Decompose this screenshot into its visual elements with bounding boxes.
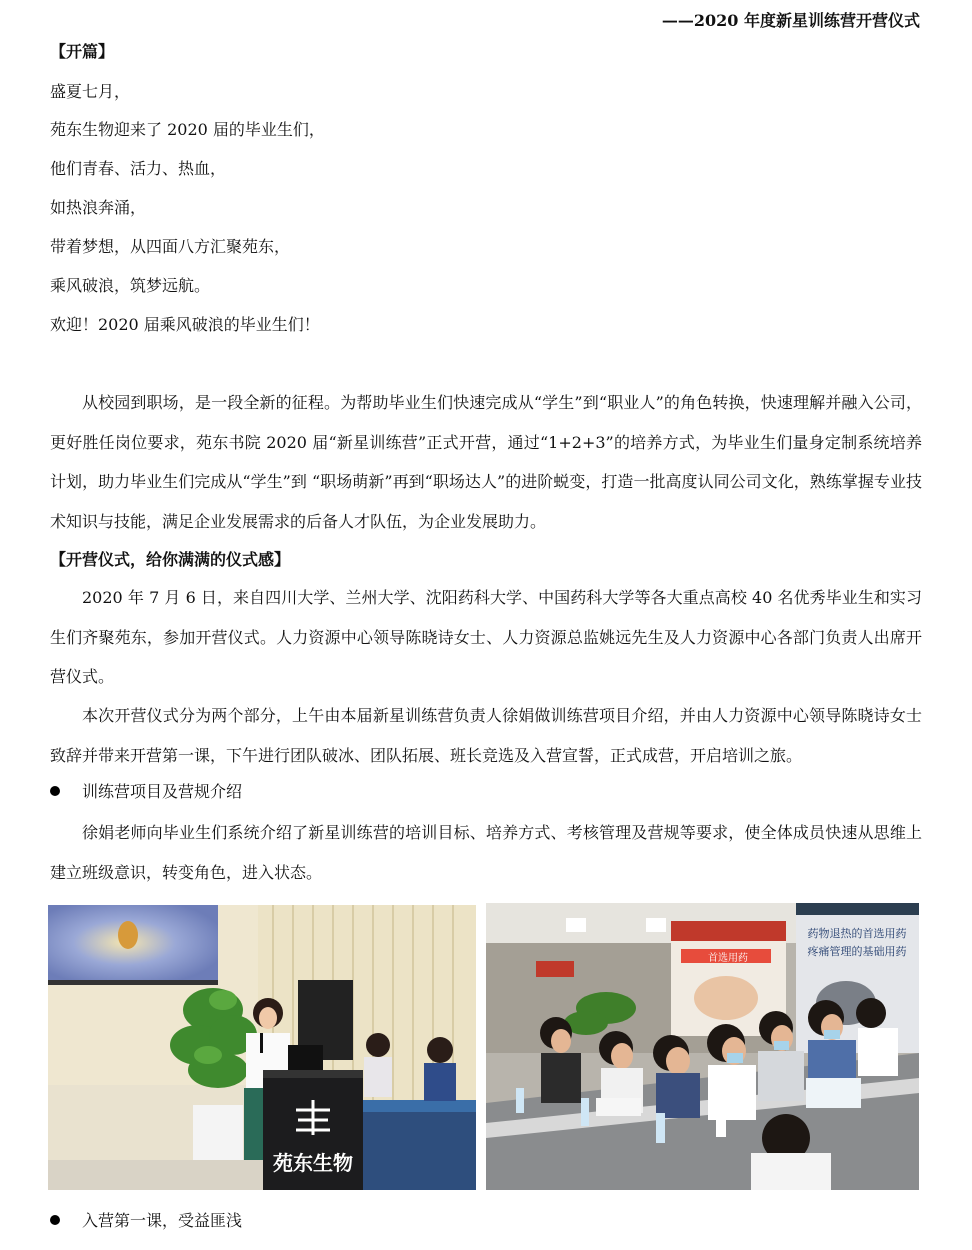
ceremony-paragraph-1: 2020 年 7 月 6 日，来自四川大学、兰州大学、沈阳药科大学、中国药科大学等各大重点高校 40 名优秀毕业生和实习生们齐聚苑东，参加开营仪式。人力资源中心领导陈晓诗女士、人力资源总监姚远先生及人力资源中心各部门负责人出席开营仪式。: [50, 588, 922, 686]
sign-text-1: 药物退热的首选用药: [807, 927, 907, 940]
ceremony-paragraph-2: 本次开营仪式分为两个部分，上午由本届新星训练营负责人徐娟做训练营项目介绍，并由人力资源中心领导陈晓诗女士致辞并带来开营第一课，下午进行团队破冰、团队拓展、班长竞选及入营宣誓，正式成营，开启培训之旅。: [50, 706, 922, 765]
bullet-dot-icon: [50, 1215, 60, 1225]
opening-line-2: 苑东生物迎来了 2020 届的毕业生们，: [50, 120, 325, 139]
opening-line-5: 带着梦想，从四面八方汇聚苑东，: [50, 237, 291, 256]
training-intro-paragraph: 徐娟老师向毕业生们系统介绍了新星训练营的培训目标、培养方式、考核管理及营规等要求，使全体成员快速从思维上建立班级意识，转变角色，进入状态。: [50, 823, 922, 882]
sign-text-2: 疼痛管理的基础用药: [807, 945, 907, 958]
header-title: ——2020 年度新星训练营开营仪式: [661, 11, 920, 30]
bullet-training-intro-label: 训练营项目及营规介绍: [82, 782, 243, 801]
ceremony-heading: 【开营仪式，给你满满的仪式感】: [50, 550, 291, 569]
opening-line-3: 他们青春、活力、热血，: [50, 159, 227, 178]
opening-line-1: 盛夏七月，: [50, 82, 131, 101]
opening-heading: 【开篇】: [50, 42, 115, 61]
bullet-dot-icon: [50, 786, 60, 796]
bullet-training-intro: [50, 780, 242, 804]
poster-text: 首选用药: [708, 953, 748, 964]
opening-line-6: 乘风破浪，筑梦远航。: [50, 276, 211, 295]
bullet-first-lesson: [50, 1209, 242, 1233]
photo-trainees-seated: [486, 903, 919, 1190]
podium-logo-text: 苑东生物: [273, 1151, 353, 1175]
photo-speaker-podium: [48, 905, 476, 1190]
bullet-first-lesson-label: 入营第一课，受益匪浅: [82, 1211, 243, 1230]
opening-line-7: 欢迎！2020 届乘风破浪的毕业生们！: [50, 315, 320, 334]
opening-line-4: 如热浪奔涌，: [50, 198, 147, 217]
intro-paragraph: 从校园到职场，是一段全新的征程。为帮助毕业生们快速完成从“学生”到“职业人”的角色转换，快速理解并融入公司，更好胜任岗位要求，苑东书院 2020 届“新星训练营”正式开营，通过“1+2+3”的培养方式，为毕业生们量身定制系统培养计划，助力毕业生们完成从“学生”到 “职场萌新”再到“职场达人”的进阶蜕变，打造一批高度认同公司文化，熟练掌握专业技术知识与技能，满足企业发展需求的后备人才队伍，为企业发展助力。: [50, 393, 922, 531]
